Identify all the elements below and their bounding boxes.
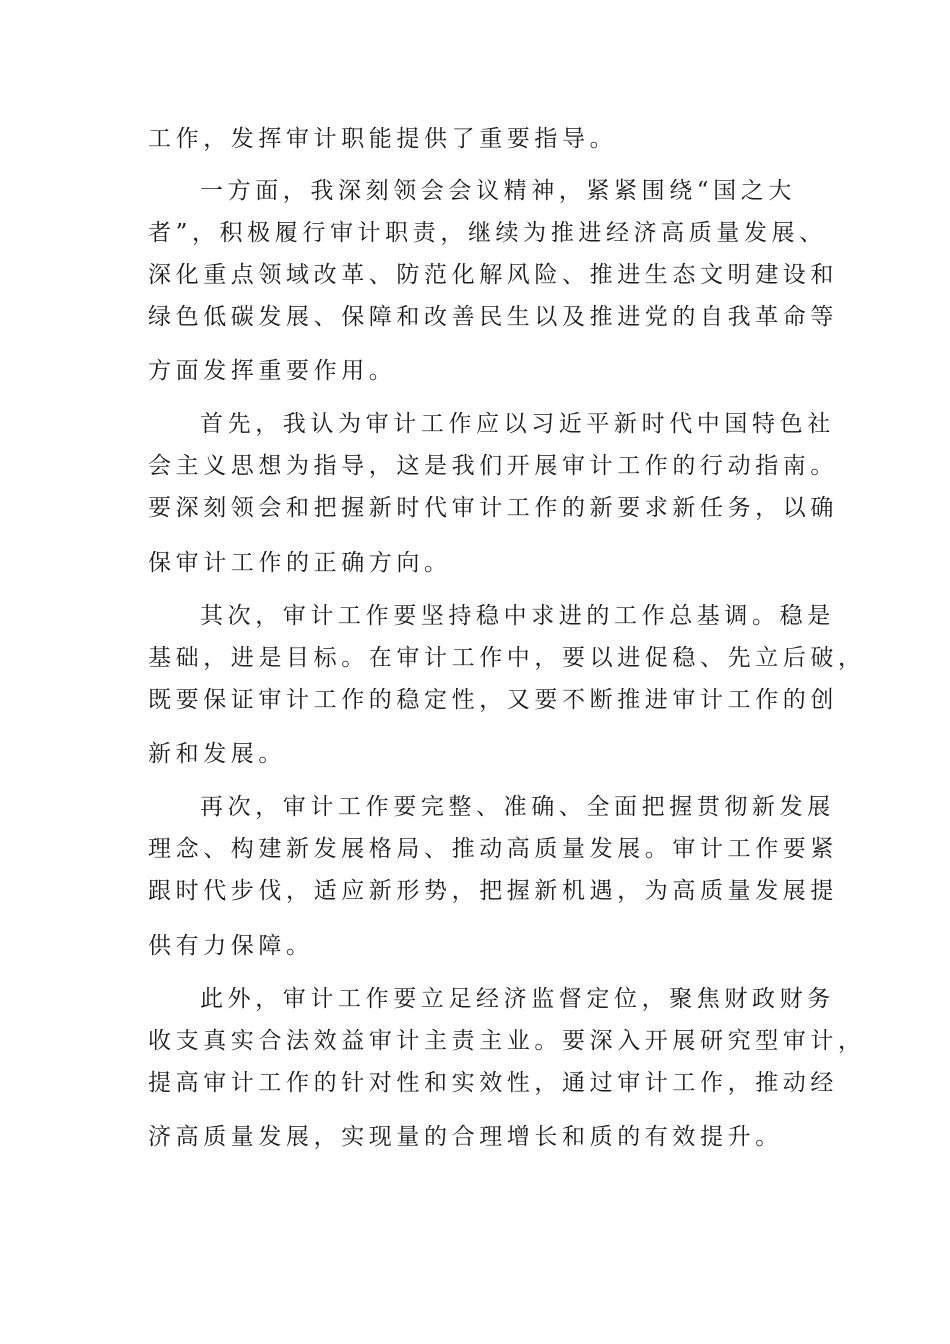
paragraph-line: 一方面，我深刻领会会议精神，紧紧围绕“国之大 bbox=[200, 178, 796, 204]
paragraph-line: 基础，进是目标。在审计工作中，要以进促稳、先立后破， bbox=[148, 645, 866, 671]
paragraph-line: 深化重点领域改革、防范化解风险、推进生态文明建设和 bbox=[148, 262, 838, 288]
paragraph-line: 会主义思想为指导，这是我们开展审计工作的行动指南。 bbox=[148, 453, 838, 479]
paragraph-line: 者”，积极履行审计职责，继续为推进经济高质量发展、 bbox=[148, 220, 827, 246]
paragraph-line: 供有力保障。 bbox=[148, 933, 314, 959]
paragraph-line: 方面发挥重要作用。 bbox=[148, 358, 397, 384]
paragraph-line: 绿色低碳发展、保障和改善民生以及推进党的自我革命等 bbox=[148, 304, 838, 330]
paragraph-line: 理念、构建新发展格局、推动高质量发展。审计工作要紧 bbox=[148, 836, 838, 862]
paragraph-line: 收支真实合法效益审计主责主业。要深入开展研究型审计， bbox=[148, 1028, 866, 1054]
paragraph-line: 新和发展。 bbox=[148, 741, 286, 767]
paragraph-line: 跟时代步伐，适应新形势，把握新机遇，为高质量发展提 bbox=[148, 878, 838, 904]
paragraph-line: 保审计工作的正确方向。 bbox=[148, 550, 452, 576]
paragraph-line: 提高审计工作的针对性和实效性，通过审计工作，推动经 bbox=[148, 1070, 838, 1096]
paragraph-line: 要深刻领会和把握新时代审计工作的新要求新任务，以确 bbox=[148, 495, 838, 521]
paragraph-line: 再次，审计工作要完整、准确、全面把握贯彻新发展 bbox=[200, 794, 835, 820]
paragraph-line: 此外，审计工作要立足经济监督定位，聚焦财政财务 bbox=[200, 986, 835, 1012]
paragraph-line: 其次，审计工作要坚持稳中求进的工作总基调。稳是 bbox=[200, 603, 835, 629]
paragraph-line: 既要保证审计工作的稳定性，又要不断推进审计工作的创 bbox=[148, 687, 838, 713]
paragraph-line: 首先，我认为审计工作应以习近平新时代中国特色社 bbox=[200, 411, 835, 437]
paragraph-line: 工作，发挥审计职能提供了重要指导。 bbox=[148, 126, 618, 152]
paragraph-line: 济高质量发展，实现量的合理增长和质的有效提升。 bbox=[148, 1124, 783, 1150]
